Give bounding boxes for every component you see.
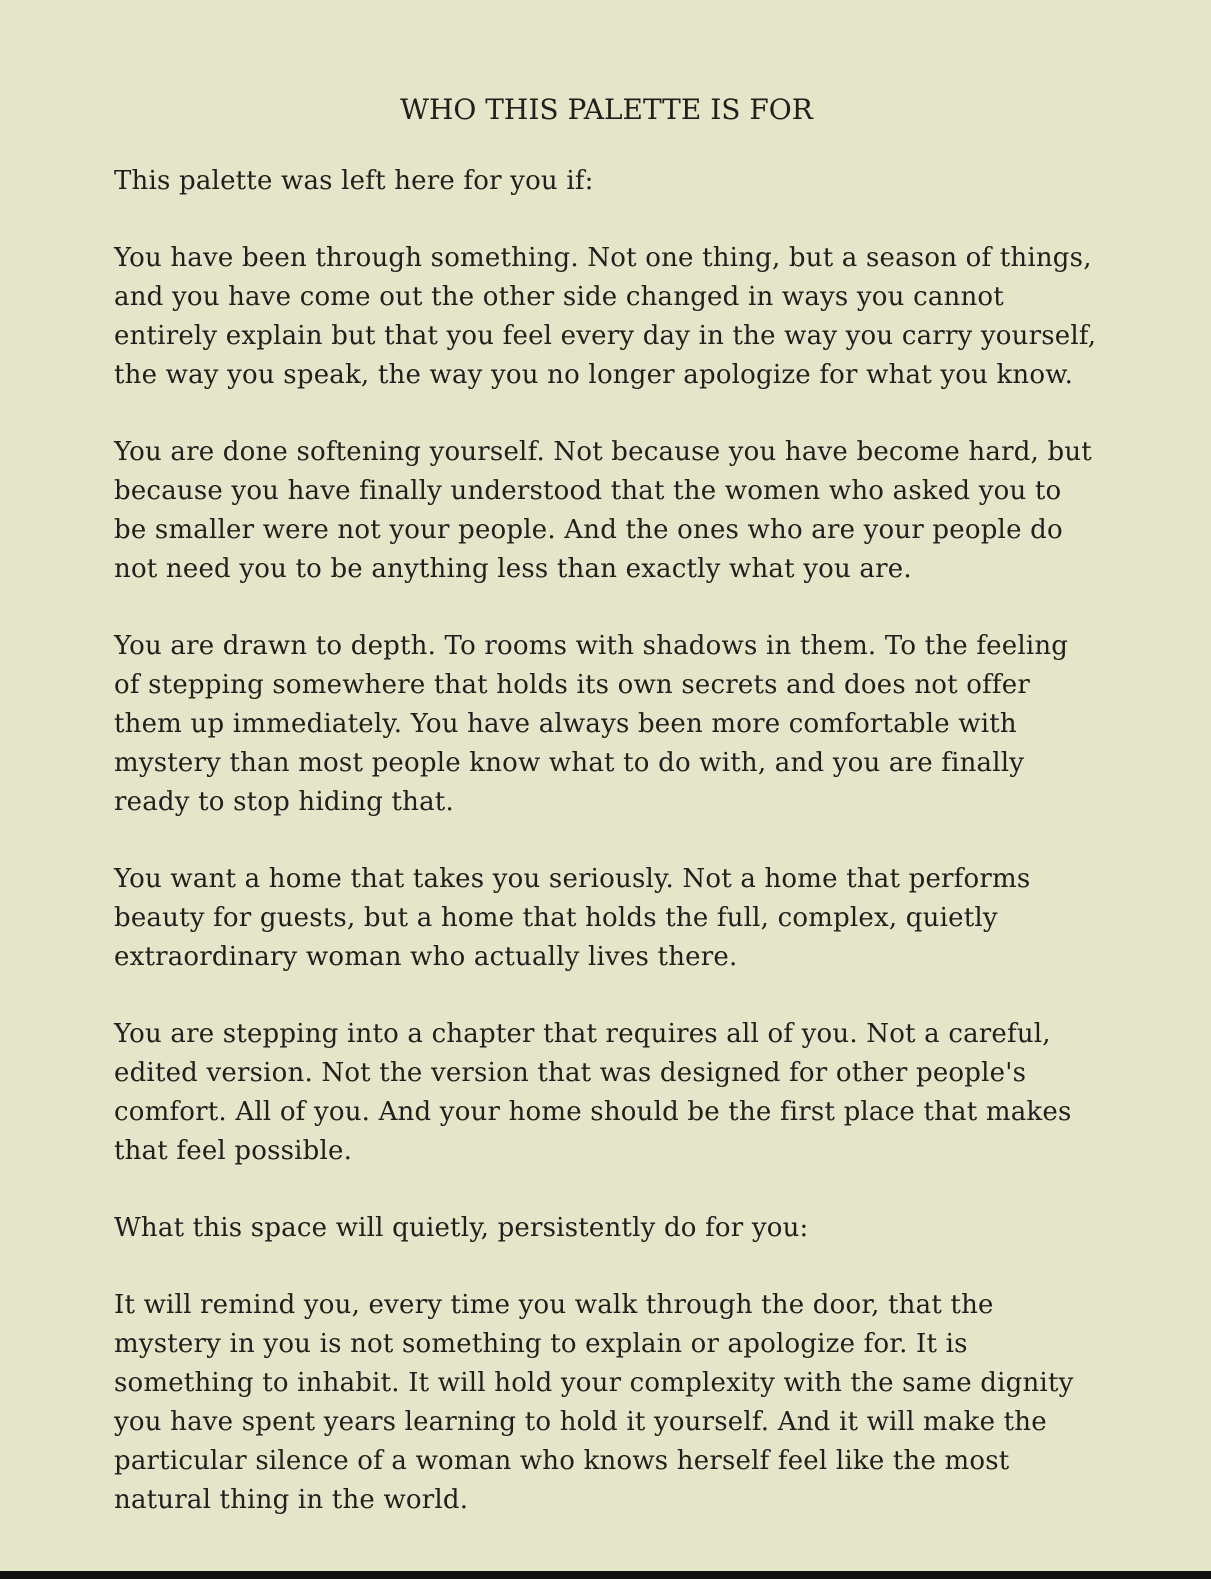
- bottom-edge-bar: [0, 1571, 1211, 1579]
- intro-paragraph: This palette was left here for you if:: [114, 166, 594, 196]
- paragraph-new-chapter: You are stepping into a chapter that requires all of you. Not a careful, edited version. Not the version that was designed for other people's comfort. All of you. And your home should be the first place that makes that feel possible.: [114, 1019, 1072, 1166]
- paragraph-through-something: You have been through something. Not one thing, but a season of things, and you have come out the other side changed in ways you cannot entirely explain but that you feel every day in the way you carry yourself, the way you speak, the way you no longer apologize for what you know.: [114, 243, 1097, 390]
- closing-paragraph: It will remind you, every time you walk through the door, that the mystery in you is not something to explain or apologize for. It is something to inhabit. It will hold your complexity with the same dignity you have spent years learning to hold it yourself. And it will make the particular silence of a woman who knows herself feel like the most natural thing in the world.: [114, 1290, 1074, 1515]
- paragraph-home-seriously: You want a home that takes you seriously. Not a home that performs beauty for guests, but a home that holds the full, complex, quietly extraordinary woman who actually lives there.: [114, 864, 1031, 972]
- paragraph-drawn-to-depth: You are drawn to depth. To rooms with shadows in them. To the feeling of stepping somewhere that holds its own secrets and does not offer them up immediately. You have always been more comfortable with mystery than most people know what to do with, and you are finally ready to stop hiding that.: [114, 631, 1069, 817]
- document-content: [114, 91, 1099, 1558]
- section-lead-paragraph: What this space will quietly, persistently do for you:: [114, 1213, 809, 1243]
- paragraph-done-softening: You are done softening yourself. Not because you have become hard, but because you have finally understood that the women who asked you to be smaller were not your people. And the ones who are your people do not need you to be anything less than exactly what you are.: [114, 437, 1092, 584]
- page-title: WHO THIS PALETTE IS FOR: [400, 93, 813, 126]
